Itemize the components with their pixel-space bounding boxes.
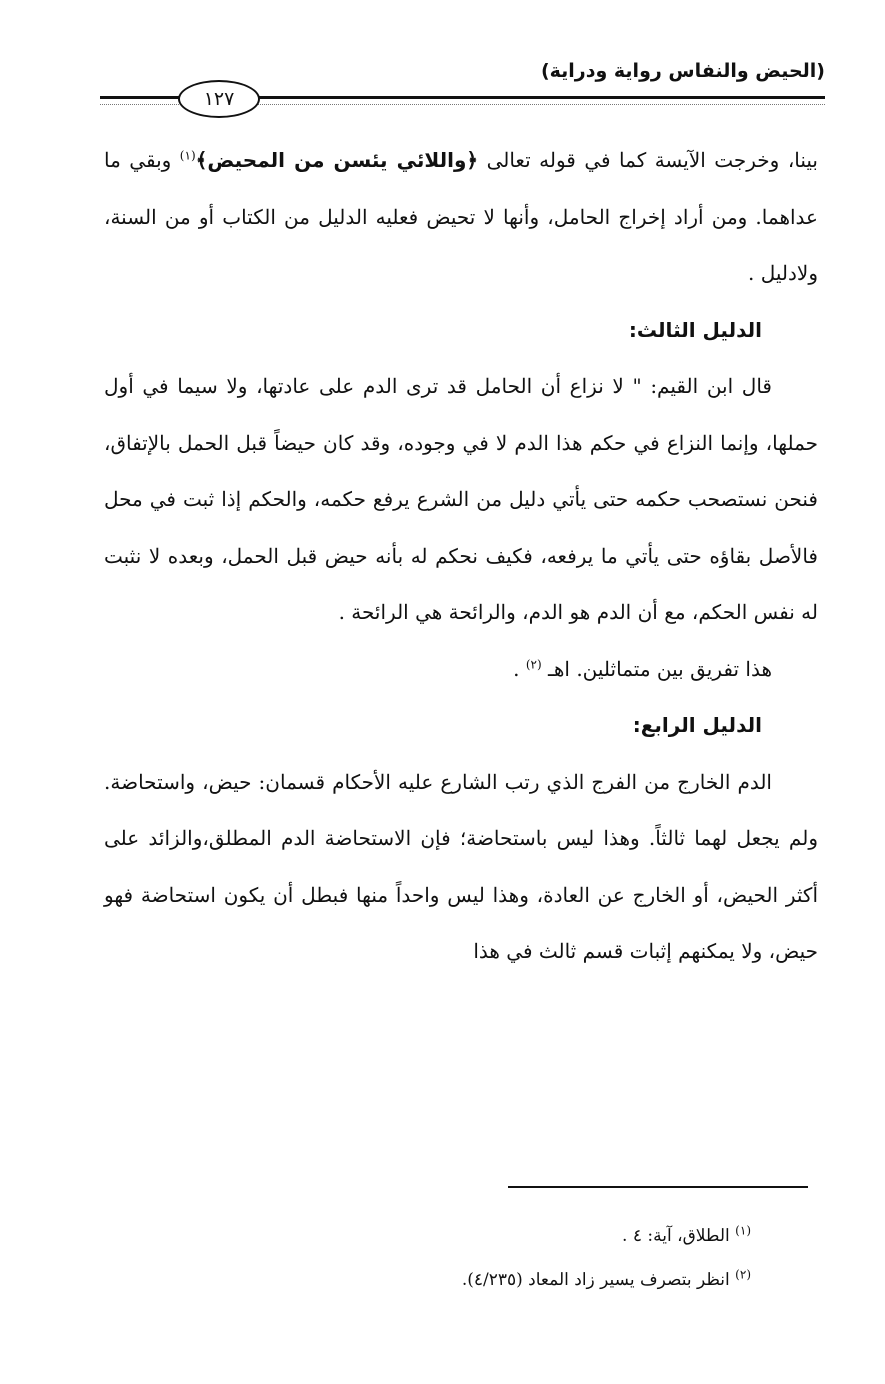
quran-verse: ﴿واللائي يئسن من المحيض﴾	[195, 148, 479, 172]
paragraph: قال ابن القيم: " لا نزاع أن الحامل قد ترى الدم على عادتها، ولا سيما في أول حملها، وإنما النزاع في حكم هذا الدم لا في وجوده، وقد كان حيضاً قبل الحمل بالإتفاق، فنحن نستصحب حكمه حتى يأتي دليل من الشرع يرفع حكمه، والحكم إذا ثبت في محل فالأصل بقاؤه حتى يأتي ما يرفعه، فكيف نحكم له بأنه حيض قبل الحمل، وبعده لا نثبت له نفس الحكم، مع أن الدم هو الدم، والرائحة هي الرائحة .	[104, 374, 818, 624]
footnote	[151, 1214, 751, 1258]
text-run: هذا تفريق بين متماثلين. اهـ	[541, 656, 772, 681]
running-header	[100, 52, 825, 112]
footnote-separator	[508, 1186, 808, 1188]
section-heading: الدليل الرابع:	[632, 713, 762, 737]
footnotes	[151, 1214, 751, 1302]
footnote-number: (٢)	[735, 1267, 751, 1282]
section-heading: الدليل الثالث:	[628, 317, 762, 342]
book-title: (الحيض والنفاس رواية ودراية)	[540, 60, 825, 82]
paragraph	[104, 132, 818, 302]
main-text	[104, 132, 818, 980]
footnote-text: انظر بتصرف يسير زاد المعاد (٤/٢٣٥).	[461, 1270, 736, 1290]
footnote-text: الطلاق، آية: ٤ .	[622, 1226, 736, 1246]
text-run: وبقي ما عداهما. ومن أراد إخراج الحامل، وأنها لا تحيض فعليه الدليل من الكتاب أو من السنة، ولادليل .	[104, 148, 818, 285]
text-run: .	[513, 656, 526, 681]
paragraph	[104, 641, 818, 698]
text-run: بينا، وخرجت الآيسة كما في قوله تعالى	[478, 148, 818, 172]
footnote-marker: (١)	[179, 148, 196, 163]
footnote	[151, 1258, 751, 1302]
page-number: ١٢٧	[178, 80, 260, 118]
paragraph: الدم الخارج من الفرج الذي رتب الشارع عليه الأحكام قسمان: حيض، واستحاضة. ولم يجعل لهما ثالثاً. وهذا ليس باستحاضة؛ فإن الاستحاضة الدم المطلق،والزائد على أكثر الحيض، أو الخارج عن العادة، وهذا ليس واحداً منها فبطل أن يكون استحاضة فهو حيض، ولا يمكنهم إثبات قسم ثالث في هذا	[104, 769, 818, 963]
footnote-number: (١)	[735, 1223, 751, 1238]
footnote-marker: (٢)	[525, 656, 542, 671]
